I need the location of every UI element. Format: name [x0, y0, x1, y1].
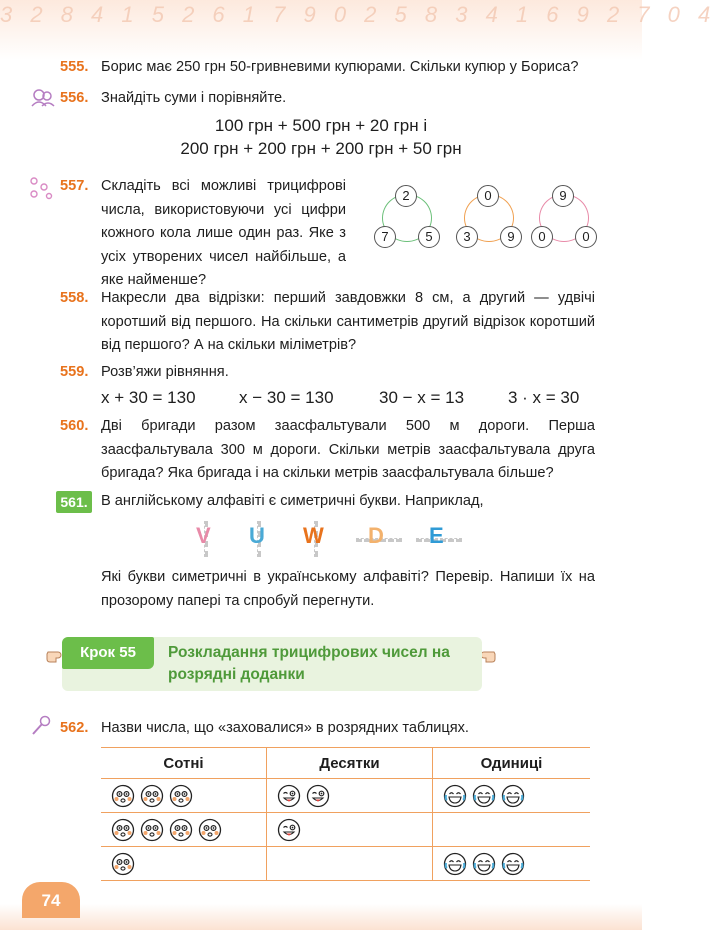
task-559 — [60, 361, 595, 385]
equation: x + 30 = 130 — [101, 388, 196, 407]
face-icon-hundreds — [140, 818, 164, 842]
symmetric-letter: D — [368, 523, 384, 548]
task-text: Знайдіть суми і порівняйте. — [101, 90, 287, 106]
task-text: Накресли два відрізки: перший завдовжки 8 см, а другий — удвічі коротший від першого. На скільки сантиметрів другий відрізок коротший від першого? А на скільки міліметрів? — [101, 290, 595, 353]
bottom-decorative-band — [0, 904, 642, 930]
equation: x − 30 = 130 — [239, 388, 334, 407]
task-558 — [60, 287, 595, 359]
task-number-highlighted: 561. — [56, 491, 92, 513]
dots-task-icon — [28, 176, 54, 200]
task-text: Які букви симетричні в українському алфавіті? Перевір. Напиши їх на прозорому папері та спробуй перегнути. — [101, 569, 595, 609]
digit-node: 0 — [477, 185, 499, 207]
place-value-table — [101, 747, 590, 881]
face-icon-hundreds — [198, 818, 222, 842]
task-555 — [60, 56, 595, 80]
face-icon-ones — [443, 784, 467, 808]
digit-node: 0 — [531, 226, 553, 248]
task-text: Назви числа, що «заховалися» в розрядних таблицях. — [101, 720, 469, 736]
table-cell-ones — [433, 813, 591, 847]
table-body — [101, 779, 590, 881]
face-icon-tens — [277, 818, 301, 842]
table-row — [101, 813, 590, 847]
table-cell-hundreds — [101, 813, 267, 847]
symmetric-letter: E — [429, 523, 444, 548]
face-icon-ones — [472, 784, 496, 808]
task-number: 558. — [60, 290, 89, 306]
task-561-continued — [60, 566, 595, 614]
task-text: Дві бригади разом заасфальтували 500 м дороги. Перша заасфальтувала 300 м дороги. Скільки метрів заасфальтувала друга бригада? Яка бригада і на скільки метрів заасфальтувала більше? — [101, 418, 595, 481]
equation: 3 · x = 30 — [508, 388, 580, 407]
task-number: 559. — [60, 364, 89, 380]
digit-node: 5 — [418, 226, 440, 248]
task-number: 562. — [60, 720, 89, 736]
microphone-icon — [30, 715, 52, 737]
task-text: Борис має 250 грн 50-гривневими купюрами. Скільки купюр у Бориса? — [101, 59, 579, 75]
top-decorative-band — [0, 0, 716, 60]
equation: 30 − x = 13 — [379, 388, 465, 407]
task-562 — [60, 717, 595, 741]
digit-node: 2 — [395, 185, 417, 207]
table-cell-hundreds — [101, 847, 267, 881]
face-icon-hundreds — [111, 818, 135, 842]
column-header-hundreds: Сотні — [101, 748, 267, 779]
step-title: Розкладання трицифрових чисел на розрядні доданки — [168, 644, 450, 683]
table-cell-ones — [433, 779, 591, 813]
digit-node: 0 — [575, 226, 597, 248]
face-icon-hundreds — [140, 784, 164, 808]
sum-expression-1: 100 грн + 500 грн + 20 грн і — [214, 116, 428, 135]
symmetric-letter: U — [249, 523, 265, 548]
table-cell-ones — [433, 847, 591, 881]
face-icon-hundreds — [169, 818, 193, 842]
task-557 — [60, 175, 346, 288]
pair-work-icon — [30, 88, 56, 108]
table-row — [101, 847, 590, 881]
task-text: В англійському алфавіті є симетричні букви. Наприклад, — [101, 493, 484, 509]
face-icon-tens — [306, 784, 330, 808]
background-digits: 3 2 8 4 1 5 2 6 1 7 9 0 2 5 8 3 4 1 6 9 2 7 0 4 — [0, 2, 716, 27]
task-number: 557. — [60, 178, 89, 194]
digit-node: 9 — [552, 185, 574, 207]
table-cell-hundreds — [101, 779, 267, 813]
task-560 — [60, 415, 595, 487]
column-header-ones: Одиниці — [433, 748, 591, 779]
column-header-tens: Десятки — [267, 748, 433, 779]
task-number: 560. — [60, 418, 89, 434]
symmetric-letter: W — [303, 523, 324, 548]
face-icon-hundreds — [169, 784, 193, 808]
face-icon-hundreds — [111, 852, 135, 876]
face-icon-ones — [443, 852, 467, 876]
task-561 — [60, 490, 595, 514]
digit-node: 7 — [374, 226, 396, 248]
face-icon-ones — [501, 784, 525, 808]
face-icon-ones — [501, 852, 525, 876]
task-text: Розв’яжи рівняння. — [101, 364, 229, 380]
symmetric-letter: V — [196, 523, 211, 548]
task-number: 556. — [60, 90, 89, 106]
table-cell-tens — [267, 847, 433, 881]
face-icon-hundreds — [111, 784, 135, 808]
face-icon-tens — [277, 784, 301, 808]
table-cell-tens — [267, 813, 433, 847]
equations-row — [0, 388, 642, 412]
task-number: 555. — [60, 59, 89, 75]
table-cell-tens — [267, 779, 433, 813]
step-label: Крок 55 — [62, 637, 154, 669]
face-icon-ones — [472, 852, 496, 876]
digit-node: 9 — [500, 226, 522, 248]
task-text: Складіть всі можливі трицифрові числа, використовуючи усі цифри кожного кола лише один раз. Яке з усіх утворених чисел найбільше, а яке найменше? — [101, 178, 346, 288]
sum-expression-2: 200 грн + 200 грн + 200 грн + 50 грн — [180, 139, 462, 158]
digit-node: 3 — [456, 226, 478, 248]
task-556 — [60, 87, 595, 111]
page-number: 74 — [22, 882, 80, 918]
table-row — [101, 779, 590, 813]
